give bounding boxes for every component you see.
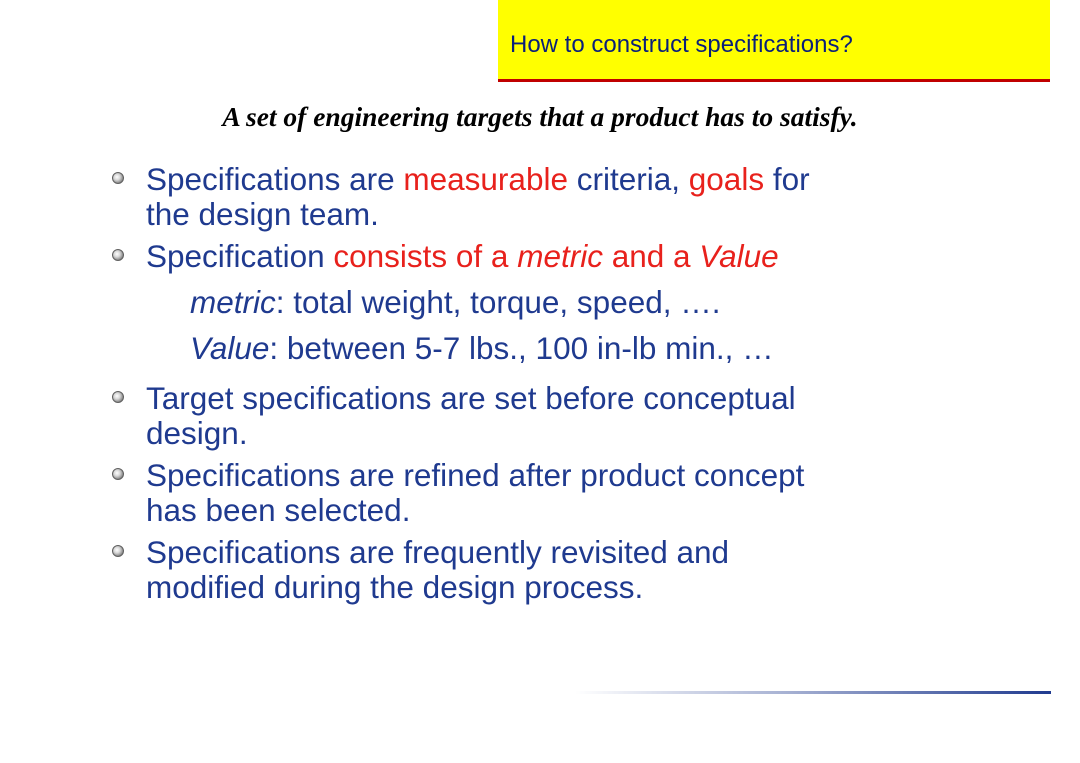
bullet-icon	[112, 172, 124, 184]
highlight-text: consists of a	[333, 238, 518, 274]
bullet-text: Specifications are	[146, 161, 404, 197]
highlight-text: Value	[699, 238, 779, 274]
bullet-text: Specification	[146, 238, 334, 274]
bullet-1-line-1	[146, 161, 810, 197]
footer-divider	[575, 691, 1051, 694]
sub-text: : between 5-7 lbs., 100 in-lb min., …	[269, 330, 774, 366]
bullet-text: criteria,	[567, 161, 689, 197]
bullet-4-line-1: Specifications are refined after product concept	[146, 457, 805, 493]
sub-label: Value	[190, 330, 270, 366]
bullet-icon	[112, 545, 124, 557]
sub-text: : total weight, torque, speed, ….	[275, 284, 721, 320]
bullet-text: for	[764, 161, 810, 197]
highlight-text: measurable	[403, 161, 568, 197]
highlight-text: metric	[517, 238, 603, 274]
bullet-2-subline-metric	[190, 284, 721, 320]
bullet-5-line-1: Specifications are frequently revisited and	[146, 534, 730, 570]
bullet-4-line-2: has been selected.	[146, 492, 411, 528]
highlight-text: and a	[602, 238, 700, 274]
bullet-3-line-1: Target specifications are set before conceptual	[146, 380, 796, 416]
bullet-icon	[112, 249, 124, 261]
slide-title: How to construct specifications?	[510, 31, 853, 58]
bullet-icon	[112, 468, 124, 480]
highlight-text: goals	[688, 161, 765, 197]
sub-label: metric	[190, 284, 276, 320]
title-box	[498, 0, 1050, 82]
bullet-2-line-1	[146, 238, 779, 274]
slide-subtitle: A set of engineering targets that a product has to satisfy.	[222, 101, 858, 132]
bullet-2-subline-value	[190, 330, 774, 366]
bullet-1-line-2: the design team.	[146, 196, 379, 232]
bullet-5-line-2: modified during the design process.	[146, 569, 644, 605]
bullet-3-line-2: design.	[146, 415, 248, 451]
bullet-icon	[112, 391, 124, 403]
